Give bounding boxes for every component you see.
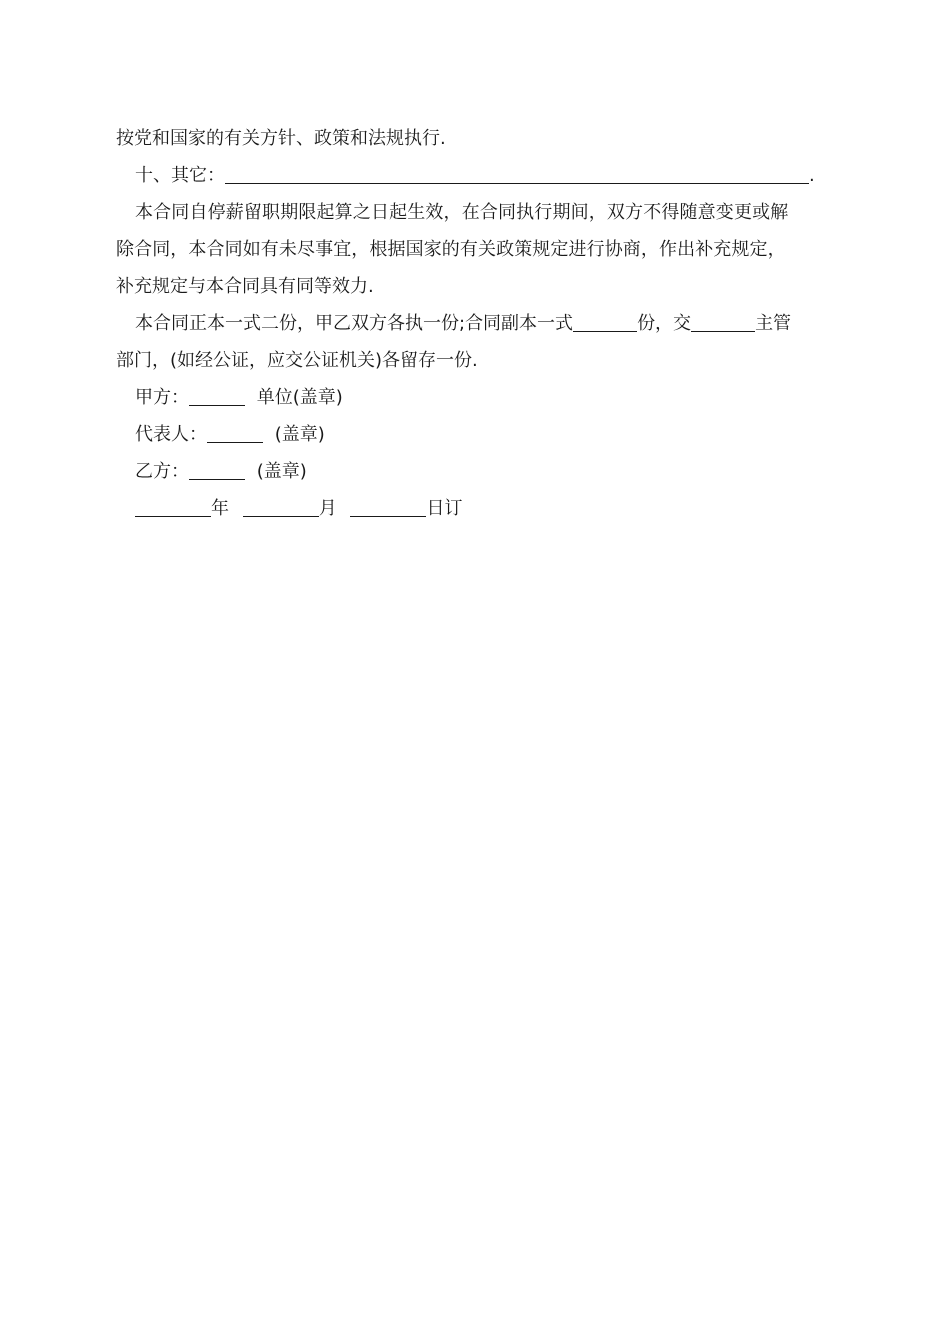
party-a-blank: [189, 385, 245, 406]
party-b-suffix: (盖章): [256, 461, 307, 482]
signature-party-b: [116, 453, 836, 490]
paragraph-effective-line3: [116, 268, 836, 305]
party-b-blank: [189, 459, 245, 480]
rep-blank: [207, 422, 263, 443]
department-blank: [691, 311, 755, 332]
party-b-label: 乙方：: [135, 461, 189, 482]
day-blank: [350, 496, 426, 517]
day-label: 日订: [426, 498, 463, 519]
paragraph-other: [116, 157, 836, 194]
signature-party-a: [116, 379, 836, 416]
paragraph-policy: [116, 120, 836, 157]
year-blank: [135, 496, 211, 517]
contract-text: [116, 120, 836, 527]
copies-text-c: 主管: [755, 313, 792, 334]
paragraph-effective-line1: [116, 194, 836, 231]
year-label: 年: [211, 498, 229, 519]
effective-text-line3: 补充规定与本合同具有同等效力.: [116, 276, 374, 297]
signature-representative: [116, 416, 836, 453]
copies-count-blank: [573, 311, 637, 332]
other-blank: [225, 163, 809, 184]
effective-text-line1: 本合同自停薪留职期限起算之日起生效，在合同执行期间，双方不得随意变更或解: [135, 202, 789, 223]
other-end: .: [809, 165, 815, 186]
party-a-label: 甲方：: [135, 387, 189, 408]
other-label: 十、其它：: [135, 165, 225, 186]
rep-label: 代表人：: [135, 424, 207, 445]
month-blank: [243, 496, 319, 517]
paragraph-copies-line2: [116, 342, 836, 379]
month-label: 月: [318, 498, 337, 519]
rep-suffix: (盖章): [274, 424, 325, 445]
copies-text-a: 本合同正本一式二份，甲乙双方各执一份;合同副本一式: [135, 313, 574, 334]
copies-text-b: 份，交: [637, 313, 692, 334]
paragraph-effective-line2: [116, 231, 836, 268]
paragraph-copies-line1: [116, 305, 836, 342]
signature-date: [116, 490, 836, 527]
party-a-suffix: 单位(盖章): [256, 387, 343, 408]
effective-text-line2: 除合同，本合同如有未尽事宜，根据国家的有关政策规定进行协商，作出补充规定，: [116, 239, 786, 260]
policy-text: 按党和国家的有关方针、政策和法规执行.: [116, 128, 446, 149]
copies-text-line2: 部门，(如经公证，应交公证机关)各留存一份.: [116, 350, 478, 371]
